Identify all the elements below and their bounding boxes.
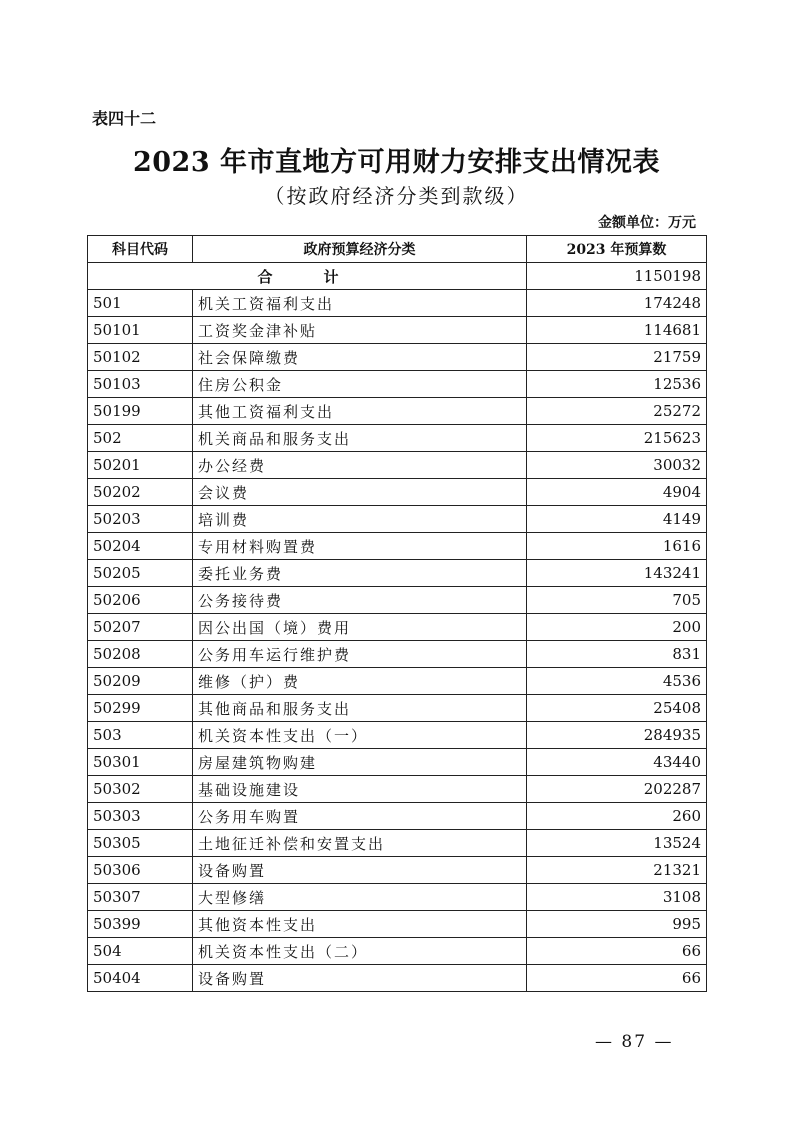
row-amount: 215623: [527, 425, 707, 452]
row-amount: 43440: [527, 749, 707, 776]
table-row: [88, 965, 707, 992]
row-category-name: 委托业务费: [193, 560, 527, 587]
total-amount: 1150198: [527, 263, 707, 290]
row-amount: 995: [527, 911, 707, 938]
row-category-name: 因公出国（境）费用: [193, 614, 527, 641]
unit-label: 金额单位：万元: [598, 215, 696, 231]
row-code: 503: [88, 722, 193, 749]
row-code: 50303: [88, 803, 193, 830]
row-category-name: 机关资本性支出（一）: [193, 722, 527, 749]
row-amount: 174248: [527, 290, 707, 317]
document-title: 2023 年市直地方可用财力安排支出情况表: [132, 147, 661, 178]
row-code: 502: [88, 425, 193, 452]
table-row: [88, 344, 707, 371]
row-amount: 143241: [527, 560, 707, 587]
row-category-name: 土地征迁补偿和安置支出: [193, 830, 527, 857]
row-code: 504: [88, 938, 193, 965]
row-category-name: 社会保障缴费: [193, 344, 527, 371]
table-row: [88, 668, 707, 695]
row-amount: 21321: [527, 857, 707, 884]
row-amount: 284935: [527, 722, 707, 749]
table-row: [88, 452, 707, 479]
row-category-name: 机关工资福利支出: [193, 290, 527, 317]
row-code: 50299: [88, 695, 193, 722]
table-header-row: [88, 236, 707, 263]
row-code: 50302: [88, 776, 193, 803]
table-row: [88, 911, 707, 938]
column-header-category: 政府预算经济分类: [193, 236, 527, 263]
budget-table: [87, 235, 707, 992]
row-amount: 66: [527, 938, 707, 965]
row-amount: 831: [527, 641, 707, 668]
row-amount: 13524: [527, 830, 707, 857]
column-header-amount: 2023 年预算数: [527, 236, 707, 263]
row-category-name: 工资奖金津补贴: [193, 317, 527, 344]
row-code: 50307: [88, 884, 193, 911]
row-amount: 30032: [527, 452, 707, 479]
row-category-name: 设备购置: [193, 857, 527, 884]
row-category-name: 办公经费: [193, 452, 527, 479]
row-category-name: 其他工资福利支出: [193, 398, 527, 425]
row-code: 50204: [88, 533, 193, 560]
row-amount: 4536: [527, 668, 707, 695]
row-amount: 114681: [527, 317, 707, 344]
row-category-name: 机关商品和服务支出: [193, 425, 527, 452]
table-row: [88, 560, 707, 587]
table-row: [88, 587, 707, 614]
row-code: 50103: [88, 371, 193, 398]
row-category-name: 维修（护）费: [193, 668, 527, 695]
row-code: 50305: [88, 830, 193, 857]
row-amount: 260: [527, 803, 707, 830]
table-row: [88, 533, 707, 560]
row-amount: 12536: [527, 371, 707, 398]
row-code: 50404: [88, 965, 193, 992]
row-code: 50205: [88, 560, 193, 587]
row-category-name: 培训费: [193, 506, 527, 533]
row-amount: 25272: [527, 398, 707, 425]
row-category-name: 公务接待费: [193, 587, 527, 614]
table-row: [88, 722, 707, 749]
table-row: [88, 695, 707, 722]
table-row: [88, 749, 707, 776]
table-row: [88, 776, 707, 803]
table-row: [88, 425, 707, 452]
table-body: [88, 263, 707, 992]
table-row: [88, 479, 707, 506]
row-amount: 1616: [527, 533, 707, 560]
column-header-code: 科目代码: [88, 236, 193, 263]
document-subtitle: （按政府经济分类到款级）: [264, 184, 529, 208]
row-code: 50206: [88, 587, 193, 614]
row-category-name: 住房公积金: [193, 371, 527, 398]
table-row: [88, 884, 707, 911]
row-code: 50201: [88, 452, 193, 479]
row-code: 50208: [88, 641, 193, 668]
table-row: [88, 317, 707, 344]
table-row: [88, 938, 707, 965]
table-row: [88, 830, 707, 857]
row-amount: 202287: [527, 776, 707, 803]
table-row: [88, 398, 707, 425]
row-code: 50301: [88, 749, 193, 776]
row-code: 50101: [88, 317, 193, 344]
table-row: [88, 857, 707, 884]
row-category-name: 机关资本性支出（二）: [193, 938, 527, 965]
row-category-name: 会议费: [193, 479, 527, 506]
row-code: 501: [88, 290, 193, 317]
row-amount: 200: [527, 614, 707, 641]
row-amount: 4149: [527, 506, 707, 533]
row-category-name: 设备购置: [193, 965, 527, 992]
row-amount: 21759: [527, 344, 707, 371]
row-amount: 4904: [527, 479, 707, 506]
row-amount: 3108: [527, 884, 707, 911]
row-code: 50399: [88, 911, 193, 938]
table-row: [88, 371, 707, 398]
total-row: [88, 263, 707, 290]
row-amount: 66: [527, 965, 707, 992]
row-code: 50306: [88, 857, 193, 884]
table-row: [88, 290, 707, 317]
row-code: 50199: [88, 398, 193, 425]
row-category-name: 公务用车运行维护费: [193, 641, 527, 668]
row-category-name: 专用材料购置费: [193, 533, 527, 560]
table-row: [88, 803, 707, 830]
row-code: 50202: [88, 479, 193, 506]
row-code: 50207: [88, 614, 193, 641]
page-number: — 87 —: [595, 1032, 674, 1052]
row-category-name: 大型修缮: [193, 884, 527, 911]
row-category-name: 其他资本性支出: [193, 911, 527, 938]
row-category-name: 公务用车购置: [193, 803, 527, 830]
row-category-name: 其他商品和服务支出: [193, 695, 527, 722]
row-code: 50209: [88, 668, 193, 695]
row-amount: 25408: [527, 695, 707, 722]
row-category-name: 房屋建筑物购建: [193, 749, 527, 776]
total-label: 合 计: [88, 263, 527, 290]
table-label: 表四十二: [92, 109, 157, 128]
row-amount: 705: [527, 587, 707, 614]
table-row: [88, 506, 707, 533]
row-code: 50102: [88, 344, 193, 371]
table-row: [88, 614, 707, 641]
row-code: 50203: [88, 506, 193, 533]
row-category-name: 基础设施建设: [193, 776, 527, 803]
table-row: [88, 641, 707, 668]
